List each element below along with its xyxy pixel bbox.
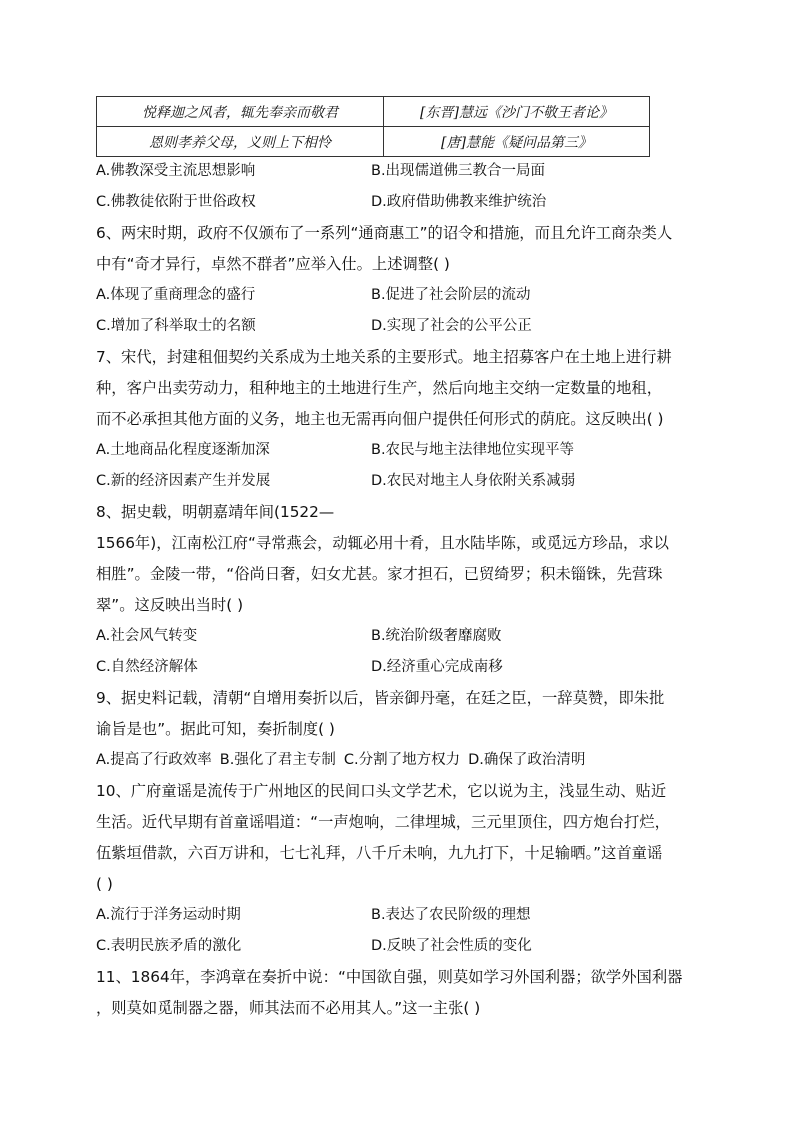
q8-option-a: A.社会风气转变 [96,628,198,644]
q5-option-a: A.佛教深受主流思想影响 [96,163,256,179]
q5-option-d: D.政府借助佛教来维护统治 [371,194,547,210]
q6-option-b: B.促进了社会阶层的流动 [371,287,531,303]
q5-option-c: C.佛教徒依附于世俗政权 [96,194,256,210]
source-cell: [唐]慧能《疑问品第三》 [384,127,650,157]
q9-options-row [96,750,593,770]
q7-stem-line: 而不必承担其他方面的义务，地主也无需再向佃户提供任何形式的荫庇。这反映出( ) [96,410,664,428]
q9-stem-line: 谕旨是也”。据此可知，奏折制度( ) [96,720,335,738]
q10-option-b: B.表达了农民阶级的理想 [371,907,531,923]
q6-stem-line: 中有“奇才异行，卓然不群者”应举入仕。上述调整( ) [96,255,450,273]
q8-option-b: B.统治阶级奢靡腐败 [371,628,502,644]
q11-stem-line: 11、1864年，李鸿章在奏折中说：“中国欲自强，则莫如学习外国利器；欲学外国利器 [96,968,683,986]
q6-stem-line: 6、两宋时期，政府不仅颁布了一系列“通商惠工”的诏令和措施，而且允许工商杂类人 [96,224,673,242]
q8-stem-line: 8、据史载，明朝嘉靖年间(1522— [96,503,335,521]
q8-option-c: C.自然经济解体 [96,659,198,675]
q10-option-a: A.流行于洋务运动时期 [96,907,241,923]
q8-stem-line: 翠”。这反映出当时( ) [96,596,244,614]
q8-option-d: D.经济重心完成南移 [371,659,503,675]
q6-option-a: A.体现了重商理念的盛行 [96,287,256,303]
q7-option-c: C.新的经济因素产生并发展 [96,473,271,489]
q7-stem-line: 7、宋代，封建租佃契约关系成为土地关系的主要形式。地主招募客户在土地上进行耕 [96,348,672,366]
q7-stem-line: 种，客户出卖劳动力，租种地主的土地进行生产，然后向地主交纳一定数量的地租， [96,379,662,397]
q10-option-d: D.反映了社会性质的变化 [371,938,532,954]
q5-option-b: B.出现儒道佛三教合一局面 [371,163,546,179]
q7-option-a: A.土地商品化程度逐渐加深 [96,442,270,458]
q6-option-c: C.增加了科举取士的名额 [96,318,256,334]
q10-stem-line: ( ) [96,875,113,893]
q7-option-d: D.农民对地主人身依附关系减弱 [371,473,576,489]
table-row [97,97,650,127]
q10-option-c: C.表明民族矛盾的激化 [96,938,242,954]
quote-cell: 悦释迦之风者，辄先奉亲而敬君 [97,97,384,127]
q11-stem-line: ，则莫如觅制器之器，师其法而不必用其人。”这一主张( ) [96,999,481,1017]
table-row [97,127,650,157]
source-cell: [东晋]慧远《沙门不敬王者论》 [384,97,650,127]
quote-table [96,96,650,157]
q9-option-c: C.分割了地方权力 [343,752,461,768]
q9-stem-line: 9、据史料记载，清朝“自增用奏折以后，皆亲御丹毫，在廷之臣，一辞莫赞，即朱批 [96,689,665,707]
q9-option-b: B.强化了君主专制 [219,752,336,768]
q9-option-d: D.确保了政治清明 [468,752,586,768]
q7-option-b: B.农民与地主法律地位实现平等 [371,442,575,458]
q8-stem-line: 相胜”。金陵一带，“俗尚日奢，妇女尤甚。家才担石，已贸绮罗；积未锱铢，先营珠 [96,565,663,583]
q10-stem-line: 伍紫垣借款，六百万讲和，七七礼拜，八千斤未响，九九打下，十足输晒。”这首童谣 [96,844,663,862]
q6-option-d: D.实现了社会的公平公正 [371,318,532,334]
q10-stem-line: 10、广府童谣是流传于广州地区的民间口头文学艺术，它以说为主，浅显生动、贴近 [96,782,667,800]
q8-stem-line: 1566年)，江南松江府“寻常燕会，动辄必用十肴，且水陆毕陈，或觅远方珍品，求以 [96,534,669,552]
q9-option-a: A.提高了行政效率 [96,752,212,768]
q10-stem-line: 生活。近代早期有首童谣唱道：“一声炮响，二律埋城，三元里顶住，四方炮台打烂， [96,813,670,831]
quote-cell: 恩则孝养父母，义则上下相怜 [97,127,384,157]
